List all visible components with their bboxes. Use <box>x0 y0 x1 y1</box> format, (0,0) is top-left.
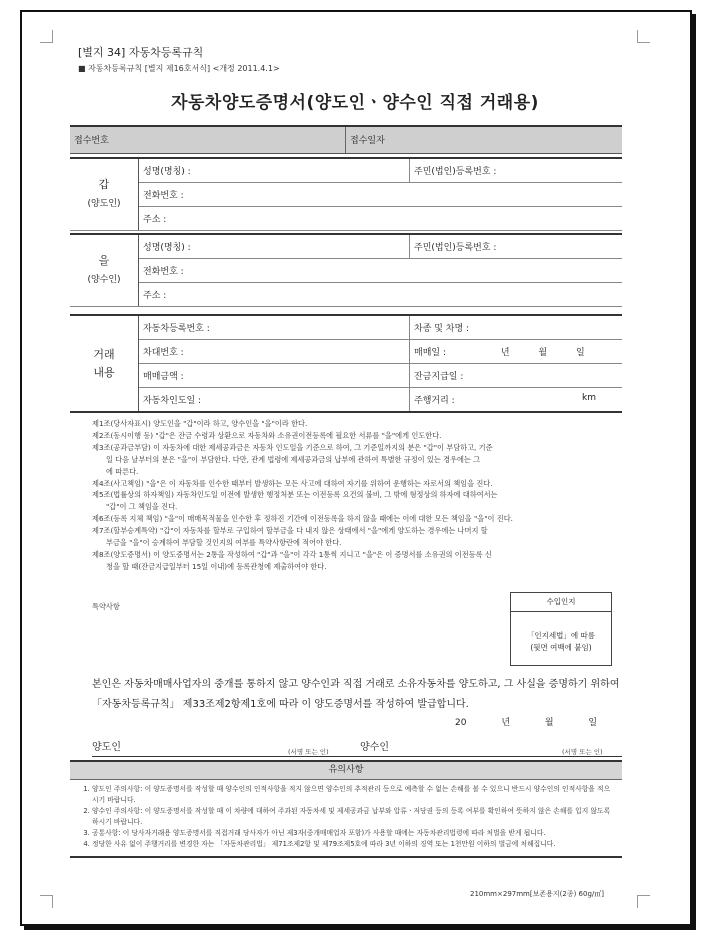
notice-section <box>70 760 622 858</box>
transaction-label: 거래 내용 <box>70 315 139 412</box>
article-line: 제3조(공과금부담) 이 자동차에 대한 제세공과금은 자동차 인도일을 기준으로 하여, 그 기준일까지의 분은 "갑"이 부담하고, 기준 <box>92 442 493 452</box>
transferee-label: 을 (양수인) <box>70 234 139 307</box>
article-line: 청을 할 때(잔금지급일부터 15일 이내)에 등록관청에 제출하여야 한다. <box>106 561 327 571</box>
receipt-date-label: 접수일자 <box>350 136 385 146</box>
transferor-address-field[interactable]: 주소 : <box>139 207 623 231</box>
crop-mark <box>637 895 650 908</box>
transaction-section <box>70 314 622 413</box>
vin-field[interactable]: 차대번호 : <box>139 340 410 364</box>
transferor-signature-label: 양도인 <box>92 742 121 753</box>
transferor-phone-field[interactable]: 전화번호 : <box>139 183 623 207</box>
registration-number-field[interactable]: 자동차등록번호 : <box>139 315 410 340</box>
receipt-number-label: 접수번호 <box>74 136 109 146</box>
delivery-date-field[interactable]: 자동차인도일 : <box>139 388 410 413</box>
receipt-bar <box>70 125 622 154</box>
notice-item: 3. 공통사항: 이 당사자거래용 양도증명서를 직접거래 당사자가 아닌 제3자(중개매매업자 포함)가 사용할 때에는 자동차관리법령에 따라 처벌을 받게 됩니다. <box>92 828 614 839</box>
sale-date-field[interactable]: 매매일 : 년 월 일 <box>410 340 623 364</box>
form-number: [별지 34] 자동차등록규칙 <box>78 46 204 59</box>
transferee-signature-label: 양수인 <box>360 742 389 753</box>
contract-articles <box>92 418 622 573</box>
article-line: 제8조(양도증명서) 이 양도증명서는 2통을 작성하여 "갑"과 "을"이 각각 1통씩 지니고 "을"은 이 증명서를 소유권의 이전등록 신 <box>92 549 492 559</box>
transferee-signature-line[interactable] <box>360 756 622 757</box>
article-line: 부금을 "을"이 승계하여 부담할 것인지의 여부를 특약사항란에 적어야 한다. <box>106 538 342 548</box>
transferor-name-field[interactable]: 성명(명칭) : <box>139 158 410 183</box>
notice-title: 유의사항 <box>70 762 622 780</box>
article-line: 에 따른다. <box>106 466 139 476</box>
notice-item: 1. 양도인 주의사항: 이 양도증명서를 작성할 때 양수인의 인적사항을 적지 않으면 양수인의 추적관리 등으로 예측할 수 없는 손해를 볼 수 있으니 반드시 양수인의 인적사항을 적으시기 바랍니다. <box>92 784 614 806</box>
notice-item: 2. 양수인 주의사항: 이 양도증명서를 작성할 때 이 차량에 대하여 주과된 자동차세 및 제세공과금 납부와 압류ㆍ저당권 등의 등록 여부를 확인하여 뜻하지 않은 손해를 입지 않도록 하시기 바랍니다. <box>92 806 614 828</box>
date-line: 20 년 월 일 <box>455 718 598 728</box>
article-line: 제7조(할부승계특약) "갑"이 자동차를 할부로 구입하여 할부금을 다 내지 않은 상태에서 "을"에게 양도하는 경우에는 나머지 할 <box>92 526 488 536</box>
transferor-section <box>70 157 622 231</box>
article-line: 제6조(등록 지체 책임) "을"이 매매목적물을 인수한 후 정하진 기간에 이전등록을 하지 않을 때에는 이에 대한 모든 책임을 "을"이 진다. <box>92 514 513 524</box>
transferor-label: 갑 (양도인) <box>70 158 139 231</box>
transferee-id-field[interactable]: 주민(법인)등록번호 : <box>410 234 623 259</box>
transferee-address-field[interactable]: 주소 : <box>139 283 623 307</box>
article-line: 일 다음 날부터의 분은 "을"이 부담한다. 다만, 관계 법령에 제세공과금의 납부에 관하여 특별한 규정이 있는 경우에는 그 <box>106 454 481 464</box>
paper-spec: 210mm×297mm[보존용지(2종) 60g/㎡] <box>470 890 604 898</box>
price-field[interactable]: 매매금액 : <box>139 364 410 388</box>
crop-mark <box>40 30 53 43</box>
article-line: 제4조(사고책임) "을"은 이 자동차를 인수한 때부터 발생하는 모든 사고에 대하여 자기를 위하여 운행하는 자로서의 책임을 진다. <box>92 478 493 488</box>
article-line: "갑"이 그 책임을 진다. <box>106 502 178 512</box>
stamp-box-line: 「인지세법」에 따름 <box>526 631 596 640</box>
mileage-field[interactable]: 주행거리 : km <box>410 388 623 413</box>
transferee-sign-hint: (서명 또는 인) <box>562 748 603 756</box>
stamp-box-line: (뒷면 여백에 붙임) <box>530 643 592 652</box>
transferee-phone-field[interactable]: 전화번호 : <box>139 259 623 283</box>
document-title: 자동차양도증명서(양도인ㆍ양수인 직접 거래용) <box>171 93 539 113</box>
transferor-signature-line[interactable] <box>92 756 360 757</box>
transferor-id-field[interactable]: 주민(법인)등록번호 : <box>410 158 623 183</box>
source-line: ■ 자동차등록규칙 [별지 제16호서식] <개정 2011.4.1> <box>78 64 280 73</box>
crop-mark <box>40 895 53 908</box>
balance-date-field[interactable]: 잔금지급일 : <box>410 364 623 388</box>
revenue-stamp-box <box>510 592 612 666</box>
transferee-name-field[interactable]: 성명(명칭) : <box>139 234 410 259</box>
stamp-box-title: 수입인지 <box>511 593 611 612</box>
special-terms-label: 특약사항 <box>92 602 120 611</box>
article-line: 제5조(법률상의 하자책임) 자동차인도일 이전에 발생한 행정처분 또는 이전등록 요건의 불비, 그 밖에 형정상의 하자에 대하여서는 <box>92 490 498 500</box>
transferor-sign-hint: (서명 또는 인) <box>288 748 329 756</box>
car-type-field[interactable]: 차종 및 차명 : <box>410 315 623 340</box>
notice-item: 4. 정당한 사유 없이 주행거리를 변경한 자는 「자동차관리법」 제71조제2항 및 제79조제5호에 따라 3년 이하의 징역 또는 1천만원 이하의 벌금에 처해집니다. <box>92 839 614 850</box>
article-line: 제1조(당사자표시) 양도인을 "갑"이라 하고, 양수인을 "을"이라 한다. <box>92 419 308 428</box>
crop-mark <box>637 30 650 43</box>
article-line: 제2조(동시이행 등) "갑"은 잔금 수령과 상환으로 자동차와 소유권이전등록에 필요한 서류를 "을"에게 인도한다. <box>92 430 442 440</box>
declaration-text: 본인은 자동차매매사업자의 중개를 통하지 않고 양수인과 직접 거래로 소유자동차를 양도하고, 그 사실을 증명하기 위하여 「자동차등록규칙」 제33조제2항제1호에 따라 이 양도증명서를 작성하여 발급합니다. <box>92 679 620 710</box>
transferee-section <box>70 233 622 307</box>
